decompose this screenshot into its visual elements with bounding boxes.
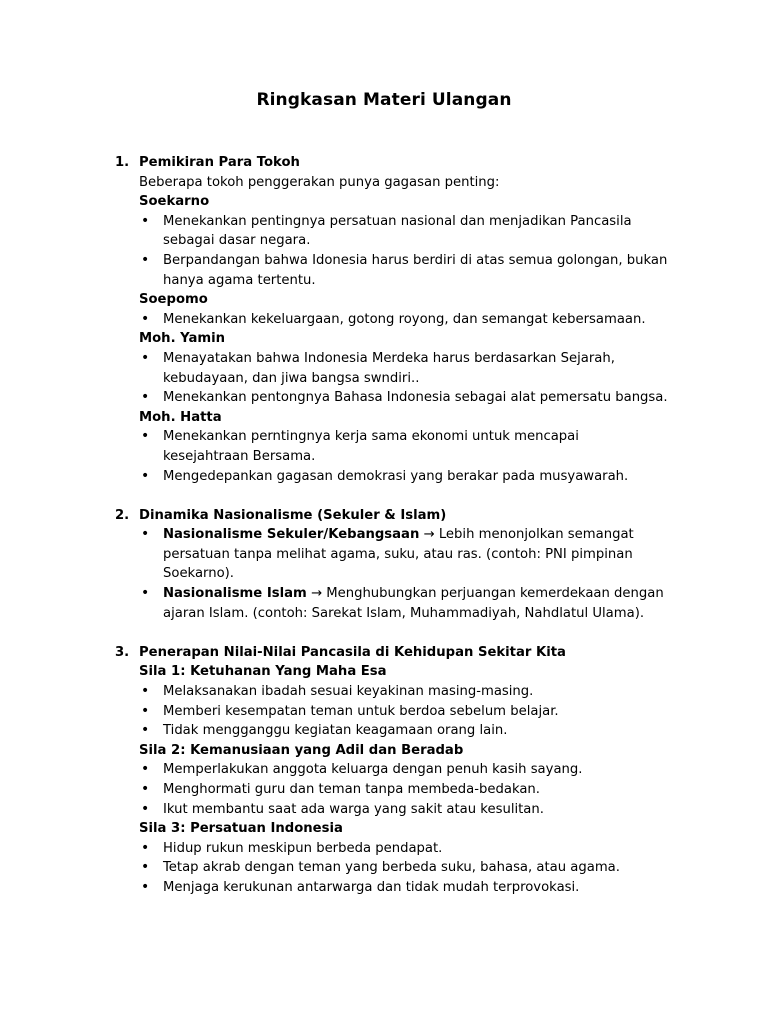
- section-penerapan-pancasila: [0, 643, 768, 898]
- list-item: • Menekankan kekeluargaan, gotong royong, dan semangat kebersamaan.: [0, 310, 768, 330]
- term-description: Lebih menonjolkan semangat persatuan tanpa melihat agama, suku, atau ras. (contoh: PNI pimpinan Soekarno).: [163, 527, 634, 582]
- list-item: • Hidup rukun meskipun berbeda pendapat.: [0, 839, 768, 859]
- figure-name-soepomo: Soepomo: [139, 292, 208, 308]
- section-number: 2.: [115, 507, 130, 523]
- arrow-icon: →: [423, 527, 435, 543]
- section-heading: [0, 506, 768, 526]
- section-heading-text: Dinamika Nasionalisme (Sekuler & Islam): [139, 507, 447, 523]
- list-item: [0, 584, 768, 623]
- section-heading-text: Pemikiran Para Tokoh: [139, 155, 300, 170]
- document-title: Ringkasan Materi Ulangan: [256, 90, 512, 110]
- list-item: • Mengedepankan gagasan demokrasi yang berakar pada musyawarah.: [0, 467, 768, 487]
- list-item: • Ikut membantu saat ada warga yang sakit atau kesulitan.: [0, 800, 768, 820]
- section-intro: Beberapa tokoh penggerakan punya gagasan penting:: [139, 174, 500, 190]
- list-item: • Berpandangan bahwa Idonesia harus berdiri di atas semua golongan, bukan hanya agama tertentu.: [0, 251, 768, 290]
- sila-heading-3: Sila 3: Persatuan Indonesia: [139, 821, 343, 837]
- document-content: [0, 153, 768, 917]
- term-label: Nasionalisme Islam: [163, 586, 307, 602]
- list-item: • Tetap akrab dengan teman yang berbeda suku, bahasa, atau agama.: [0, 858, 768, 878]
- list-item: • Tidak mengganggu kegiatan keagamaan orang lain.: [0, 721, 768, 741]
- section-heading-text: Penerapan Nilai-Nilai Pancasila di Kehidupan Sekitar Kita: [139, 644, 566, 660]
- list-item: • Melaksanakan ibadah sesuai keyakinan masing-masing.: [0, 682, 768, 702]
- list-item: • Memperlakukan anggota keluarga dengan penuh kasih sayang.: [0, 760, 768, 780]
- section-number: 3.: [115, 644, 130, 660]
- term-description: Menghubungkan perjuangan kemerdekaan dengan ajaran Islam. (contoh: Sarekat Islam, Muhammadiyah, Nahdlatul Ulama).: [163, 586, 664, 621]
- list-item: [0, 525, 768, 584]
- sila-heading-1: Sila 1: Ketuhanan Yang Maha Esa: [139, 664, 387, 680]
- figure-name-yamin: Moh. Yamin: [139, 331, 226, 347]
- list-item: • Menekankan perntingnya kerja sama ekonomi untuk mencapai kesejahtraan Bersama.: [0, 427, 768, 466]
- arrow-icon: →: [310, 586, 323, 602]
- list-item: • Menekankan pentongnya Bahasa Indonesia sebagai alat pemersatu bangsa.: [0, 388, 768, 408]
- list-item: • Menjaga kerukunan antarwarga dan tidak mudah terprovokasi.: [0, 878, 768, 898]
- figure-name-hatta: Moh. Hatta: [139, 409, 222, 425]
- figure-name-soekarno: Soekarno: [139, 194, 210, 210]
- section-heading: [0, 643, 768, 663]
- term-label: Nasionalisme Sekuler/Kebangsaan: [163, 527, 420, 543]
- list-item: • Menghormati guru dan teman tanpa membeda-bedakan.: [0, 780, 768, 800]
- sila-heading-2: Sila 2: Kemanusiaan yang Adil dan Beradab: [139, 742, 464, 758]
- section-number: 1.: [115, 155, 130, 170]
- list-item: • Memberi kesempatan teman untuk berdoa sebelum belajar.: [0, 702, 768, 722]
- section-dinamika-nasionalisme: [0, 506, 768, 624]
- section-pemikiran-para-tokoh: [0, 153, 768, 486]
- list-item: • Menekankan pentingnya persatuan nasional dan menjadikan Pancasila sebagai dasar negara.: [0, 212, 768, 251]
- section-heading: [0, 153, 768, 173]
- list-item: • Menayatakan bahwa Indonesia Merdeka harus berdasarkan Sejarah, kebudayaan, dan jiwa bangsa swndiri..: [0, 349, 768, 388]
